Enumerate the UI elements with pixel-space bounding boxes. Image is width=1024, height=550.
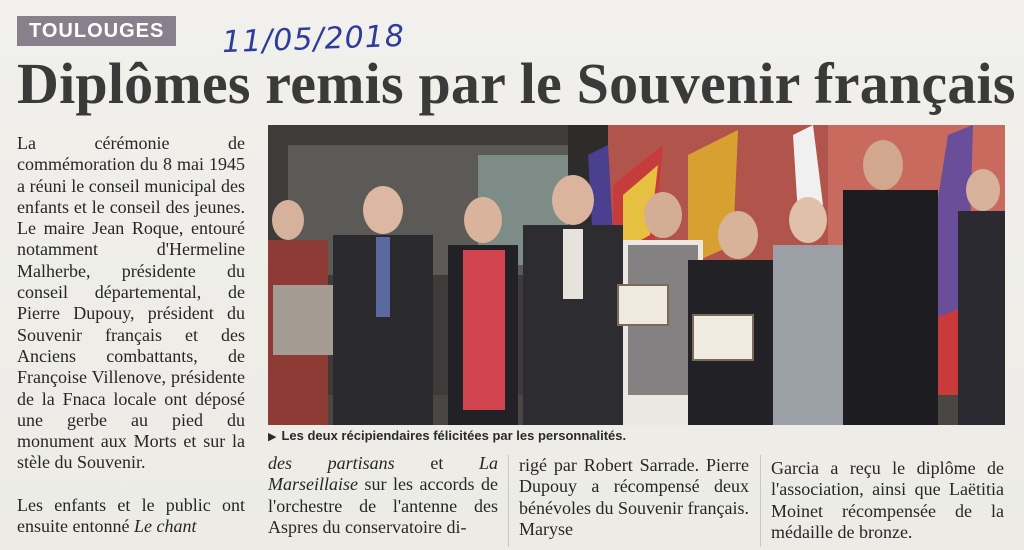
event-photo — [268, 125, 1005, 425]
column-divider — [760, 455, 761, 547]
caption-text: Les deux récipiendaires félicitées par les personnalités. — [281, 428, 627, 443]
text-column-1 — [17, 133, 245, 538]
column-divider — [508, 455, 509, 547]
paragraph-1: La cérémonie de commémoration du 8 mai 1945 a réuni le conseil municipal des enfants et le conseil des jeunes. Le maire Jean Roque, entouré notamment d'Hermeline Malherbe, présidente du conseil départemental, de Pierre Dupouy, président du Souvenir français et des Anciens combattants, de Françoise Villenove, présidente de la Fnaca locale ont déposé une gerbe au pied du monument aux Morts et sur la stèle du Souvenir. — [17, 133, 245, 473]
headline: Diplômes remis par le Souvenir français — [17, 51, 1016, 116]
song-title-marseillaise: La Marseillaise — [268, 453, 498, 495]
paragraph-4: rigé par Robert Sarrade. Pierre Dupouy a récompensé deux bénévoles du Souvenir français. Maryse — [519, 455, 749, 539]
song-title-part2: des partisans — [268, 453, 395, 473]
handwritten-date: 11/05/2018 — [221, 18, 406, 61]
paragraph-3 — [268, 453, 498, 538]
connector-text: et — [430, 453, 444, 473]
caption-triangle-icon: ▶ — [268, 431, 277, 443]
paragraph-2 — [17, 495, 245, 538]
song-title-part1: Le chant — [133, 516, 197, 537]
photo-caption — [268, 428, 1005, 443]
paragraph-2-text: Les enfants et le public ont ensuite entonné — [17, 495, 245, 537]
text-column-4 — [771, 458, 1004, 543]
paragraph-5: Garcia a reçu le diplôme de l'association, ainsi que Laëtitia Moinet récompensée de la médaille de bronze. — [771, 458, 1004, 542]
paragraph-3-text: sur les accords de l'orchestre de l'antenne des Aspres du conservatoire di- — [268, 474, 499, 537]
section-kicker: TOULOUGES — [17, 16, 176, 46]
text-column-2 — [268, 453, 498, 538]
photo-illustration — [268, 125, 1005, 425]
text-column-3 — [519, 455, 749, 540]
